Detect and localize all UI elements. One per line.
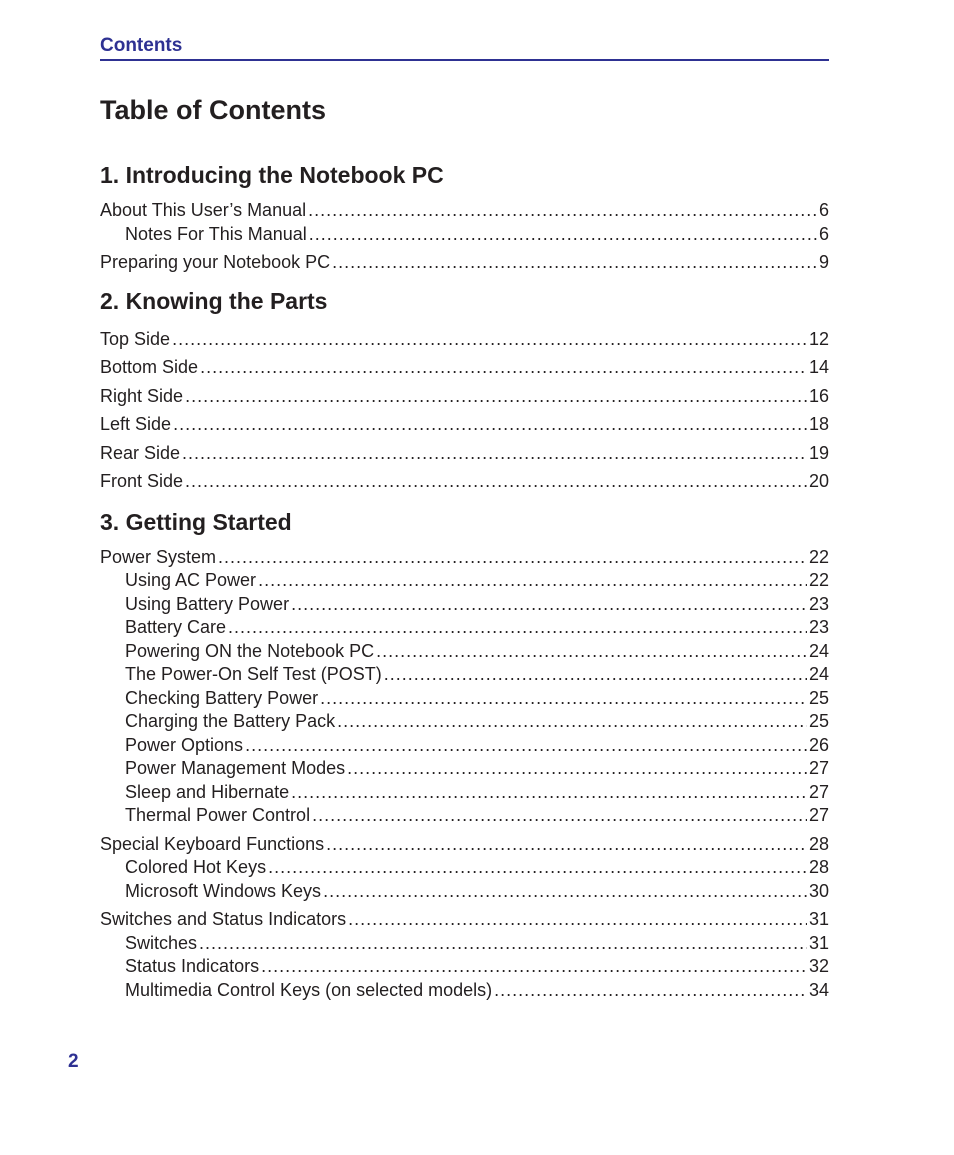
- toc-entry-page: 23: [808, 617, 829, 637]
- toc-group: [100, 199, 829, 246]
- toc-entry[interactable]: [100, 199, 829, 223]
- toc-entry[interactable]: [100, 546, 829, 570]
- section-title: 3. Getting Started: [100, 508, 292, 535]
- section-title: 1. Introducing the Notebook PC: [100, 162, 444, 188]
- toc-entry-label: Front Side: [100, 471, 184, 491]
- running-header: [100, 33, 829, 61]
- dot-leader: [185, 467, 807, 496]
- dot-leader: [309, 223, 817, 247]
- toc-entry-label: Power System: [100, 546, 217, 567]
- toc-entry-label: Status Indicators: [125, 956, 260, 976]
- toc-entry-label: Powering ON the Notebook PC: [125, 640, 375, 661]
- toc-entry-label: About This User’s Manual: [100, 200, 307, 220]
- toc-entry-label: Switches and Status Indicators: [100, 909, 347, 929]
- toc-entry-label: Special Keyboard Functions: [100, 833, 325, 854]
- toc-entry-page: 24: [808, 640, 829, 661]
- dot-leader: [376, 640, 807, 664]
- dot-leader: [185, 382, 807, 411]
- toc-entry-label: Switches: [125, 932, 198, 953]
- toc-entry-page: 25: [808, 687, 829, 708]
- toc-entry-page: 24: [808, 664, 829, 684]
- toc-entry[interactable]: [100, 410, 829, 439]
- toc-entry-page: 27: [808, 781, 829, 802]
- toc-entry-page: 26: [808, 734, 829, 755]
- toc-entry-page: 32: [808, 956, 829, 976]
- toc-group: [100, 908, 829, 1002]
- dot-leader: [245, 734, 807, 758]
- toc-entry-page: 28: [808, 833, 829, 854]
- toc-entry-label: Left Side: [100, 414, 172, 434]
- toc-entry-label: Power Management Modes: [125, 758, 346, 778]
- toc-entry-label: The Power-On Self Test (POST): [125, 664, 382, 684]
- toc-entry-page: 19: [808, 442, 829, 463]
- toc-entry[interactable]: [100, 710, 829, 734]
- toc-entry[interactable]: [100, 781, 829, 805]
- toc-entry-label: Preparing your Notebook PC: [100, 252, 331, 272]
- toc-entry[interactable]: [100, 757, 829, 781]
- dot-leader: [291, 593, 807, 617]
- toc-entry-page: 31: [808, 932, 829, 953]
- toc-entry[interactable]: [100, 804, 829, 828]
- toc-entry-page: 27: [808, 758, 829, 778]
- toc-entry-page: 20: [808, 471, 829, 491]
- dot-leader: [173, 410, 807, 439]
- toc-entry[interactable]: [100, 979, 829, 1003]
- toc-entry[interactable]: [100, 734, 829, 758]
- toc-entry-label: Power Options: [125, 734, 244, 755]
- toc-entry[interactable]: [100, 663, 829, 687]
- toc-entry[interactable]: [100, 908, 829, 932]
- dot-leader: [320, 687, 807, 711]
- toc-entry[interactable]: [100, 880, 829, 904]
- dot-leader: [228, 616, 807, 640]
- toc-entry-page: 6: [818, 200, 829, 220]
- header-title: Contents: [100, 35, 183, 56]
- toc-group: [100, 546, 829, 828]
- dot-leader: [308, 199, 817, 223]
- toc-entry[interactable]: [100, 439, 829, 468]
- toc-entry[interactable]: [100, 616, 829, 640]
- toc-entry-page: 31: [808, 909, 829, 929]
- toc-entry-label: Sleep and Hibernate: [125, 781, 290, 802]
- toc-section: [100, 505, 829, 1003]
- toc-entry-page: 22: [808, 570, 829, 590]
- dot-leader: [384, 663, 807, 687]
- dot-leader: [261, 955, 807, 979]
- dot-leader: [323, 880, 807, 904]
- toc-entry-label: Right Side: [100, 385, 184, 406]
- page-number: 2: [68, 1051, 79, 1072]
- dot-leader: [291, 781, 807, 805]
- toc-entry[interactable]: [100, 223, 829, 247]
- toc-entry[interactable]: [100, 467, 829, 496]
- toc-group: [100, 325, 829, 496]
- toc-entry-page: 18: [808, 414, 829, 434]
- toc-entry[interactable]: [100, 569, 829, 593]
- toc-entry[interactable]: [100, 640, 829, 664]
- page-title: Table of Contents: [100, 95, 326, 125]
- toc-group: [100, 251, 829, 275]
- toc-entry-label: Using AC Power: [125, 570, 257, 590]
- toc-entry-label: Notes For This Manual: [125, 223, 307, 244]
- dot-leader: [258, 569, 807, 593]
- toc-entry-page: 30: [808, 880, 829, 901]
- toc-section: [100, 284, 829, 496]
- dot-leader: [348, 908, 807, 932]
- toc-entry-page: 12: [808, 328, 829, 349]
- dot-leader: [312, 804, 807, 828]
- toc-entry[interactable]: [100, 251, 829, 275]
- toc-entry-page: 6: [818, 223, 829, 244]
- toc-entry-label: Charging the Battery Pack: [125, 711, 336, 731]
- dot-leader: [337, 710, 807, 734]
- dot-leader: [172, 325, 807, 354]
- dot-leader: [326, 833, 807, 857]
- dot-leader: [200, 353, 807, 382]
- dot-leader: [494, 979, 807, 1003]
- toc-entry-label: Microsoft Windows Keys: [125, 880, 322, 901]
- toc-entry[interactable]: [100, 325, 829, 354]
- dot-leader: [199, 932, 807, 956]
- toc-entry[interactable]: [100, 687, 829, 711]
- dot-leader: [268, 856, 807, 880]
- toc-entry[interactable]: [100, 932, 829, 956]
- toc-entry-label: Thermal Power Control: [125, 805, 311, 825]
- dot-leader: [218, 546, 807, 570]
- toc-entry[interactable]: [100, 353, 829, 382]
- toc-entry[interactable]: [100, 593, 829, 617]
- toc-entry-label: Rear Side: [100, 442, 181, 463]
- toc-entry-label: Colored Hot Keys: [125, 857, 267, 877]
- toc-entry-page: 14: [808, 357, 829, 377]
- section-title: 2. Knowing the Parts: [100, 287, 328, 314]
- dot-leader: [182, 439, 807, 468]
- toc-entry-page: 28: [808, 857, 829, 877]
- toc-entry[interactable]: [100, 955, 829, 979]
- toc-entry-label: Using Battery Power: [125, 593, 290, 614]
- toc-entry-label: Battery Care: [125, 617, 227, 637]
- toc-entry-page: 23: [808, 593, 829, 614]
- dot-leader: [347, 757, 807, 781]
- table-of-contents: [100, 158, 829, 1011]
- toc-entry-page: 27: [808, 805, 829, 825]
- toc-entry-page: 9: [818, 252, 829, 272]
- toc-entry-page: 34: [808, 979, 829, 1000]
- toc-entry-page: 25: [808, 711, 829, 731]
- toc-entry-label: Multimedia Control Keys (on selected models): [125, 979, 493, 1000]
- toc-section: [100, 158, 829, 275]
- toc-entry-label: Top Side: [100, 328, 171, 349]
- toc-entry-label: Checking Battery Power: [125, 687, 319, 708]
- toc-entry[interactable]: [100, 833, 829, 857]
- toc-entry-page: 22: [808, 546, 829, 567]
- toc-group: [100, 833, 829, 904]
- dot-leader: [332, 251, 817, 275]
- toc-entry[interactable]: [100, 856, 829, 880]
- toc-entry-page: 16: [808, 385, 829, 406]
- toc-entry[interactable]: [100, 382, 829, 411]
- toc-entry-label: Bottom Side: [100, 357, 199, 377]
